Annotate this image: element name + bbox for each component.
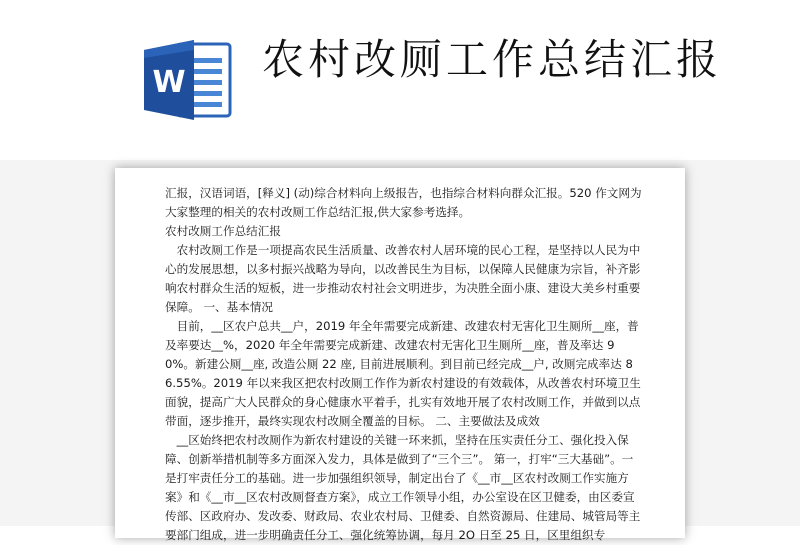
document-body [165,184,643,545]
paragraph-heading: 农村改厕工作总结汇报 [165,224,281,238]
word-icon-letter: W [152,65,186,100]
document-title: 农村改厕工作总结汇报 [262,35,723,84]
word-document-icon [142,38,234,122]
paragraph-current-status: 目前，__区农户总共__户，2019 年全年需要完成新建、改建农村无害化卫生厕所__座，普及率要达__%，2020 年全年需要完成新建、改建农村无害化卫生厕所__座，普及率达 90%。新建公厕__座, 改造公厕 22 座, 目前进展顺利。到目前已经完成__户, 改厕完成率达 86.55%。2019 年以来我区把农村改厕工作作为新农村建设的有效载体，从改善农村环境卫生面貌，提高广大人民群众的身心健康水平着手，扎实有效地开展了农村改厕工作，并做到以点带面，逐步推开，最终实现农村改厕全覆盖的目标。 二、主要做法及成效 [165,319,641,428]
document-page [115,168,685,542]
paragraph-intro: 汇报，汉语词语，[释义] (动)综合材料向上级报告，也指综合材料向群众汇报。520 作文网为大家整理的相关的农村改厕工作总结汇报,供大家参考选择。 [165,186,642,219]
paragraph-basic-situation: 农村改厕工作是一项提高农民生活质量、改善农村人居环境的民心工程，是坚持以人民为中心的发展思想，以多村振兴战略为导向，以改善民生为目标，以保障人民健康为宗旨，补齐影响农村群众生活的短板，进一步推动农村社会文明进步，为决胜全面小康、建设大美乡村重要保障。 一、基本情况 [165,243,641,314]
document-header [0,0,800,160]
paragraph-main-practices: __区始终把农村改厕作为新农村建设的关键一环来抓，坚持在压实责任分工、强化投入保障、创新举措机制等多方面深入发力，具体是做到了“三个三”。 第一，打牢“三大基础”。一是打牢责任分工的基础。进一步加强组织领导，制定出台了《__市__区农村改厕工作实施方案》和《__市__区农村改厕督查方案》，成立工作领导小组，办公室设在区卫健委，由区委宣传部、区政府办、发改委、财政局、农业农村局、卫健委、自然资源局、住建局、城管局等主要部门组成，进一步明确责任分工、强化统筹协调，每月 2O 日至 25 日，区里组织专 [165,433,641,542]
